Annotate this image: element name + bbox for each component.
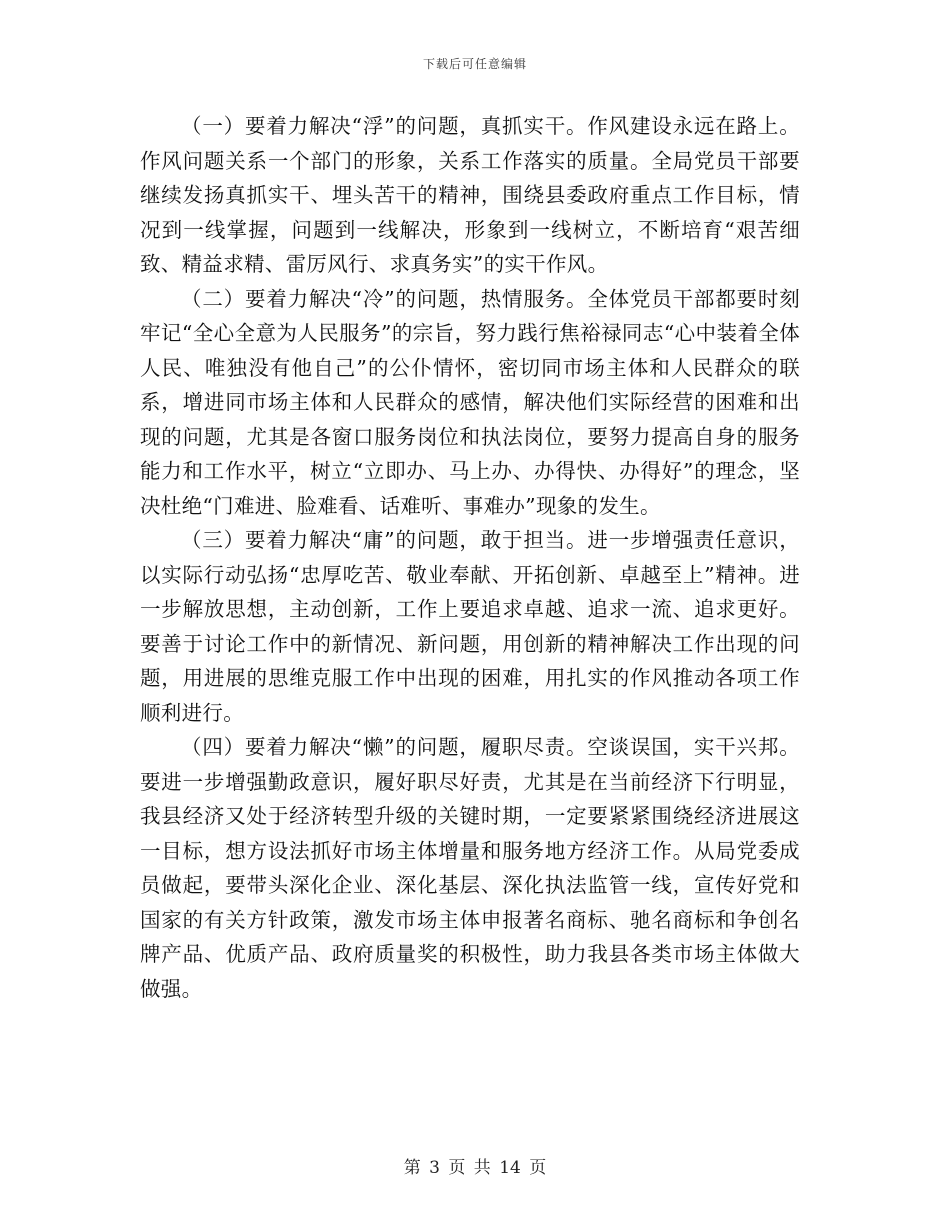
page-number-footer: 第 3 页 共 14 页 <box>403 1158 547 1178</box>
paragraph-3: （三）要着力解决“庸”的问题，敢于担当。进一步增强责任意识，以实际行动弘扬“忠厚吃苦、敬业奉献、开拓创新、卓越至上”精神。进一步解放思想，主动创新，工作上要追求卓越、追求一流、追求更好。要善于讨论工作中的新情况、新问题，用创新的精神解决工作出现的问题，用进展的思维克服工作中出现的困难，用扎实的作风推动各项工作顺利进行。 <box>140 528 800 725</box>
page-header-note: 下载后可任意编辑 <box>422 57 527 71</box>
document-body <box>140 109 800 1006</box>
paragraph-2: （二）要着力解决“冷”的问题，热情服务。全体党员干部都要时刻牢记“全心全意为人民服务”的宗旨，努力践行焦裕禄同志“心中装着全体人民、唯独没有他自己”的公仆情怀，密切同市场主体和人民群众的联系，增进同市场主体和人民群众的感情，解决他们实际经营的困难和出现的问题，尤其是各窗口服务岗位和执法岗位，要努力提高自身的服务能力和工作水平，树立“立即办、马上办、办得快、办得好”的理念，坚决杜绝“门难进、脸难看、话难听、事难办”现象的发生。 <box>140 286 800 518</box>
paragraph-1: （一）要着力解决“浮”的问题，真抓实干。作风建设永远在路上。作风问题关系一个部门的形象，关系工作落实的质量。全局党员干部要继续发扬真抓实干、埋头苦干的精神，围绕县委政府重点工作目标，情况到一线掌握，问题到一线解决，形象到一线树立，不断培育“艰苦细致、精益求精、雷厉风行、求真务实”的实干作风。 <box>140 114 800 276</box>
paragraph-4: （四）要着力解决“懒”的问题，履职尽责。空谈误国，实干兴邦。要进一步增强勤政意识，履好职尽好责，尤其是在当前经济下行明显，我县经济又处于经济转型升级的关键时期，一定要紧紧围绕经济进展这一目标，想方设法抓好市场主体增量和服务地方经济工作。从局党委成员做起，要带头深化企业、深化基层、深化执法监管一线，宣传好党和国家的有关方针政策，激发市场主体申报著名商标、驰名商标和争创名牌产品、优质产品、政府质量奖的积极性，助力我县各类市场主体做大做强。 <box>140 735 800 1001</box>
